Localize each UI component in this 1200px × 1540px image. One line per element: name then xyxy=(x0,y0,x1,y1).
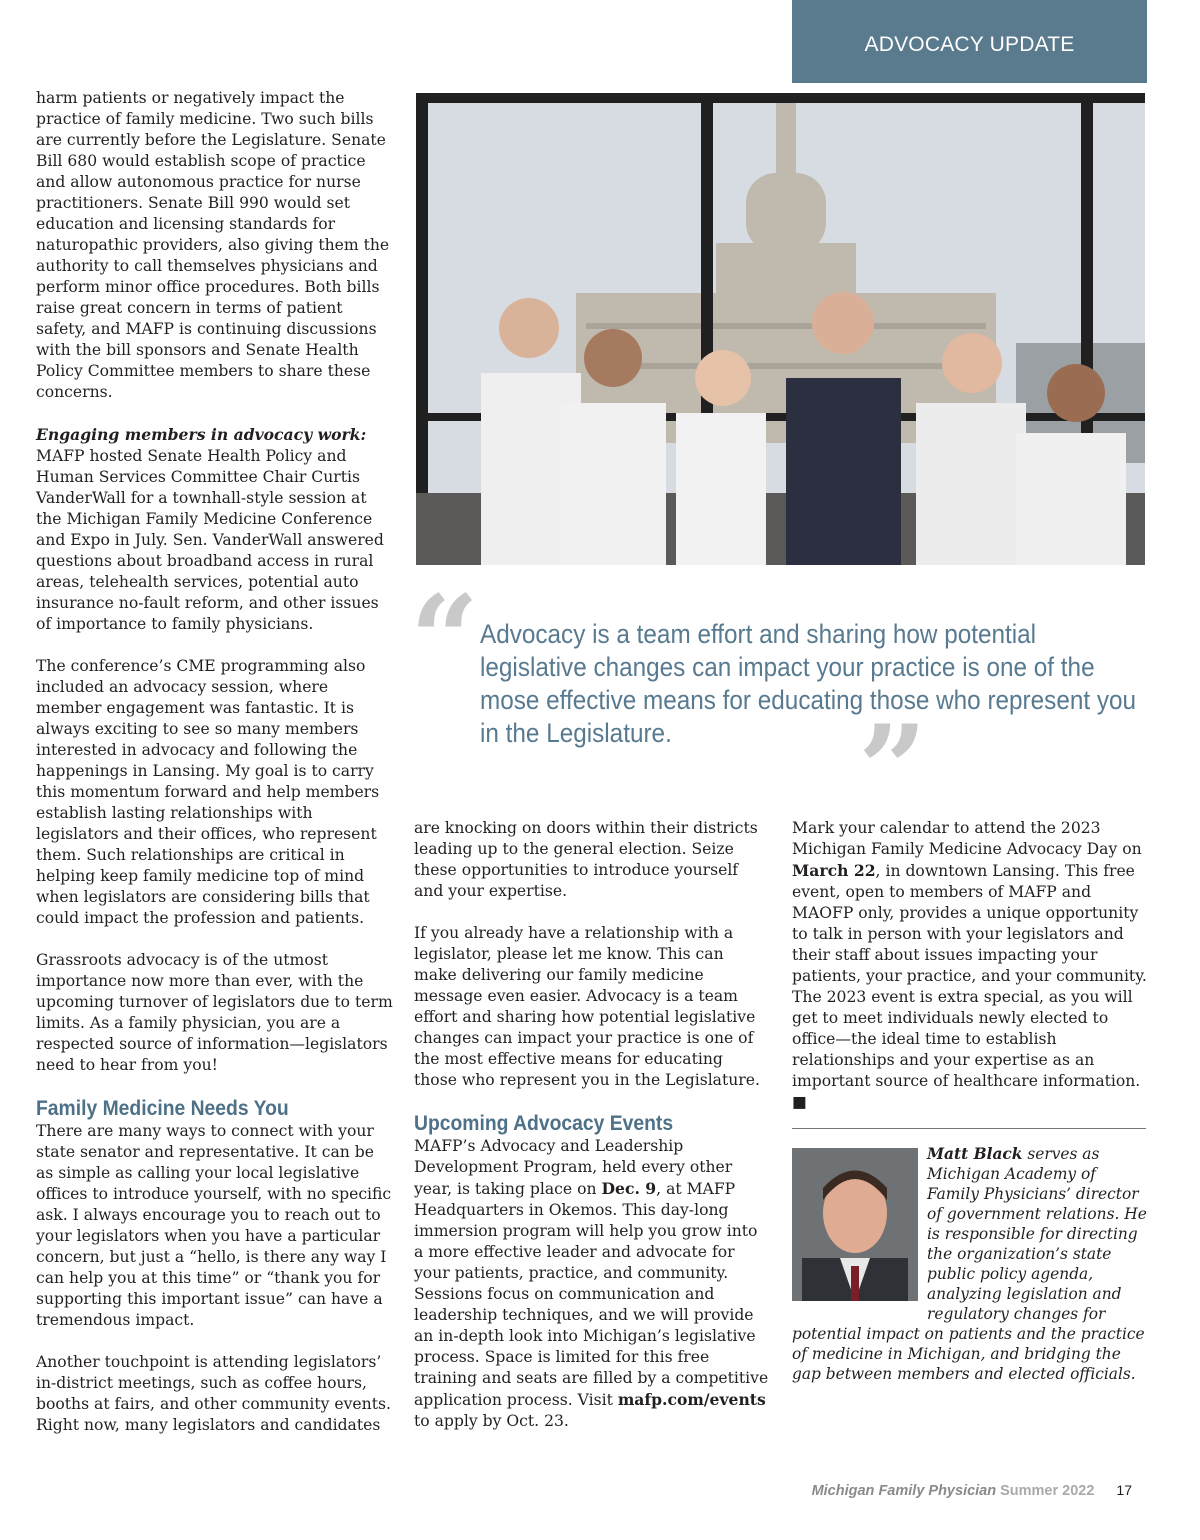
author-name: Matt Black xyxy=(927,1145,1023,1163)
right-column xyxy=(792,818,1148,1134)
event-date: Dec. 9 xyxy=(601,1179,657,1198)
issue-label: Summer 2022 xyxy=(1000,1483,1095,1499)
publication-name: Michigan Family Physician xyxy=(811,1483,997,1499)
paragraph-text: MAFP’s Advocacy and Leadership Development Program, held every other year, is taking place on xyxy=(414,1137,733,1198)
body-paragraph xyxy=(792,818,1148,1113)
run-in-heading: Engaging members in advocacy work: xyxy=(36,425,367,444)
body-paragraph xyxy=(36,424,394,635)
page-number: 17 xyxy=(1116,1482,1132,1498)
body-paragraph: There are many ways to connect with your state senator and representative. It can be as simple as calling your local legislative offices to introduce yourself, with no specific ask. I always encourage you to reach out to your legislators when you have a particular concern, but just a “hello, is there any way I can help you at this time” or “thank you for supporting this important issue” can have a tremendous impact. xyxy=(36,1122,392,1329)
author-bio xyxy=(792,1144,1150,1384)
body-paragraph: If you already have a relationship with a legislator, please let me know. This can make delivering our family medicine message even easier. Advocacy is a team effort and sharing how potential legislative changes can impact your practice is one of the most effective means for educating those who represent you in the Legislature. xyxy=(414,924,760,1089)
close-quote-mark: ” xyxy=(858,699,928,840)
bio-divider xyxy=(792,1128,1146,1129)
section-heading: Upcoming Advocacy Events xyxy=(414,1112,674,1135)
left-column xyxy=(36,88,394,1457)
body-paragraph: harm patients or negatively impact the practice of family medicine. Two such bills are currently before the Legislature. Senate Bill 680 would establish scope of practice and allow autonomous practice for nurse practitioners. Senate Bill 990 would set education and licensing standards for naturopathic providers, also giving them the authority to call themselves physicians and perform minor office procedures. Both bills raise great concern in terms of patient safety, and MAFP is continuing discussions with the bill sponsors and Senate Health Policy Committee members to share these concerns. xyxy=(36,89,390,401)
paragraph-text: , at MAFP Headquarters in Okemos. This day-long immersion program will help you grow into a more effective leader and advocate for your patients, practice, and community. Sessions focus on communication and leadership techniques, and we will provide an in-depth look into Michigan’s legislative process. Space is limited for this free training and seats are filled by a competitive application process. Visit xyxy=(414,1180,769,1409)
end-mark: ■ xyxy=(792,1093,807,1111)
pull-quote-text: Advocacy is a team effort and sharing how potential legislative changes can impact your practice is one of the mose effective means for educating those who represent you in the Legislature. xyxy=(480,619,1137,748)
bio-float-spacer xyxy=(792,1144,927,1310)
paragraph-text: Mark your calendar to attend the 2023 Michigan Family Medicine Advocacy Day on xyxy=(792,819,1142,858)
paragraph-text: to apply by Oct. 23. xyxy=(414,1412,569,1430)
event-date: March 22 xyxy=(792,861,876,880)
body-paragraph: Another touchpoint is attending legislators’ in-district meetings, such as coffee hours, booths at fairs, and other community events. Right now, many legislators and candidates xyxy=(36,1353,391,1434)
group-photo xyxy=(416,93,1145,565)
body-paragraph: Grassroots advocacy is of the utmost importance now more than ever, with the upcoming turnover of legislators due to term limits. As a family physician, you are a respected source of information—legislators need to hear from you! xyxy=(36,951,393,1074)
paragraph-text: MAFP hosted Senate Health Policy and Human Services Committee Chair Curtis VanderWall for a townhall-style session at the Michigan Family Medicine Conference and Expo in July. Sen. VanderWall answered questions about broadband access in rural areas, telehealth services, potential auto insurance no-fault reform, and other issues of importance to family physicians. xyxy=(36,447,384,633)
body-paragraph: are knocking on doors within their districts leading up to the general election. Seize these opportunities to introduce yourself and your expertise. xyxy=(414,819,758,900)
events-link[interactable]: mafp.com/events xyxy=(617,1390,766,1409)
body-paragraph: The conference’s CME programming also included an advocacy session, where member engagement was fantastic. It is always exciting to see so many members interested in advocacy and following the happenings in Lansing. My goal is to carry this momentum forward and help members establish lasting relationships with legislators and their offices, who represent them. Such relationships are critical in helping keep family medicine top of mind when legislators are considering bills that could impact the profession and patients. xyxy=(36,657,380,927)
body-paragraph xyxy=(414,1136,770,1432)
section-tab xyxy=(792,0,1147,83)
bio-text: serves as Michigan Academy of Family Physicians’ director of government relations. He is responsible for directing the organization’s state public policy agenda, analyzing legislation and regulatory changes for potential impact on patients and the practice of medicine in Michigan, and bridging the gap between members and elected officials. xyxy=(792,1145,1147,1383)
middle-column xyxy=(414,818,770,1453)
section-heading: Family Medicine Needs You xyxy=(36,1097,289,1120)
section-label: ADVOCACY UPDATE xyxy=(864,32,1075,56)
open-quote-mark: “ xyxy=(410,569,480,710)
paragraph-text: , in downtown Lansing. This free event, open to members of MAFP and MAOFP only, provides a unique opportunity to talk in person with your legislators and their staff about issues impacting your patients, your practice, and your community. The 2023 event is extra special, as you will get to meet individuals newly elected to office—the ideal time to establish relationships and your expertise as an important source of healthcare information. xyxy=(792,862,1147,1090)
page-footer xyxy=(812,1482,1132,1499)
